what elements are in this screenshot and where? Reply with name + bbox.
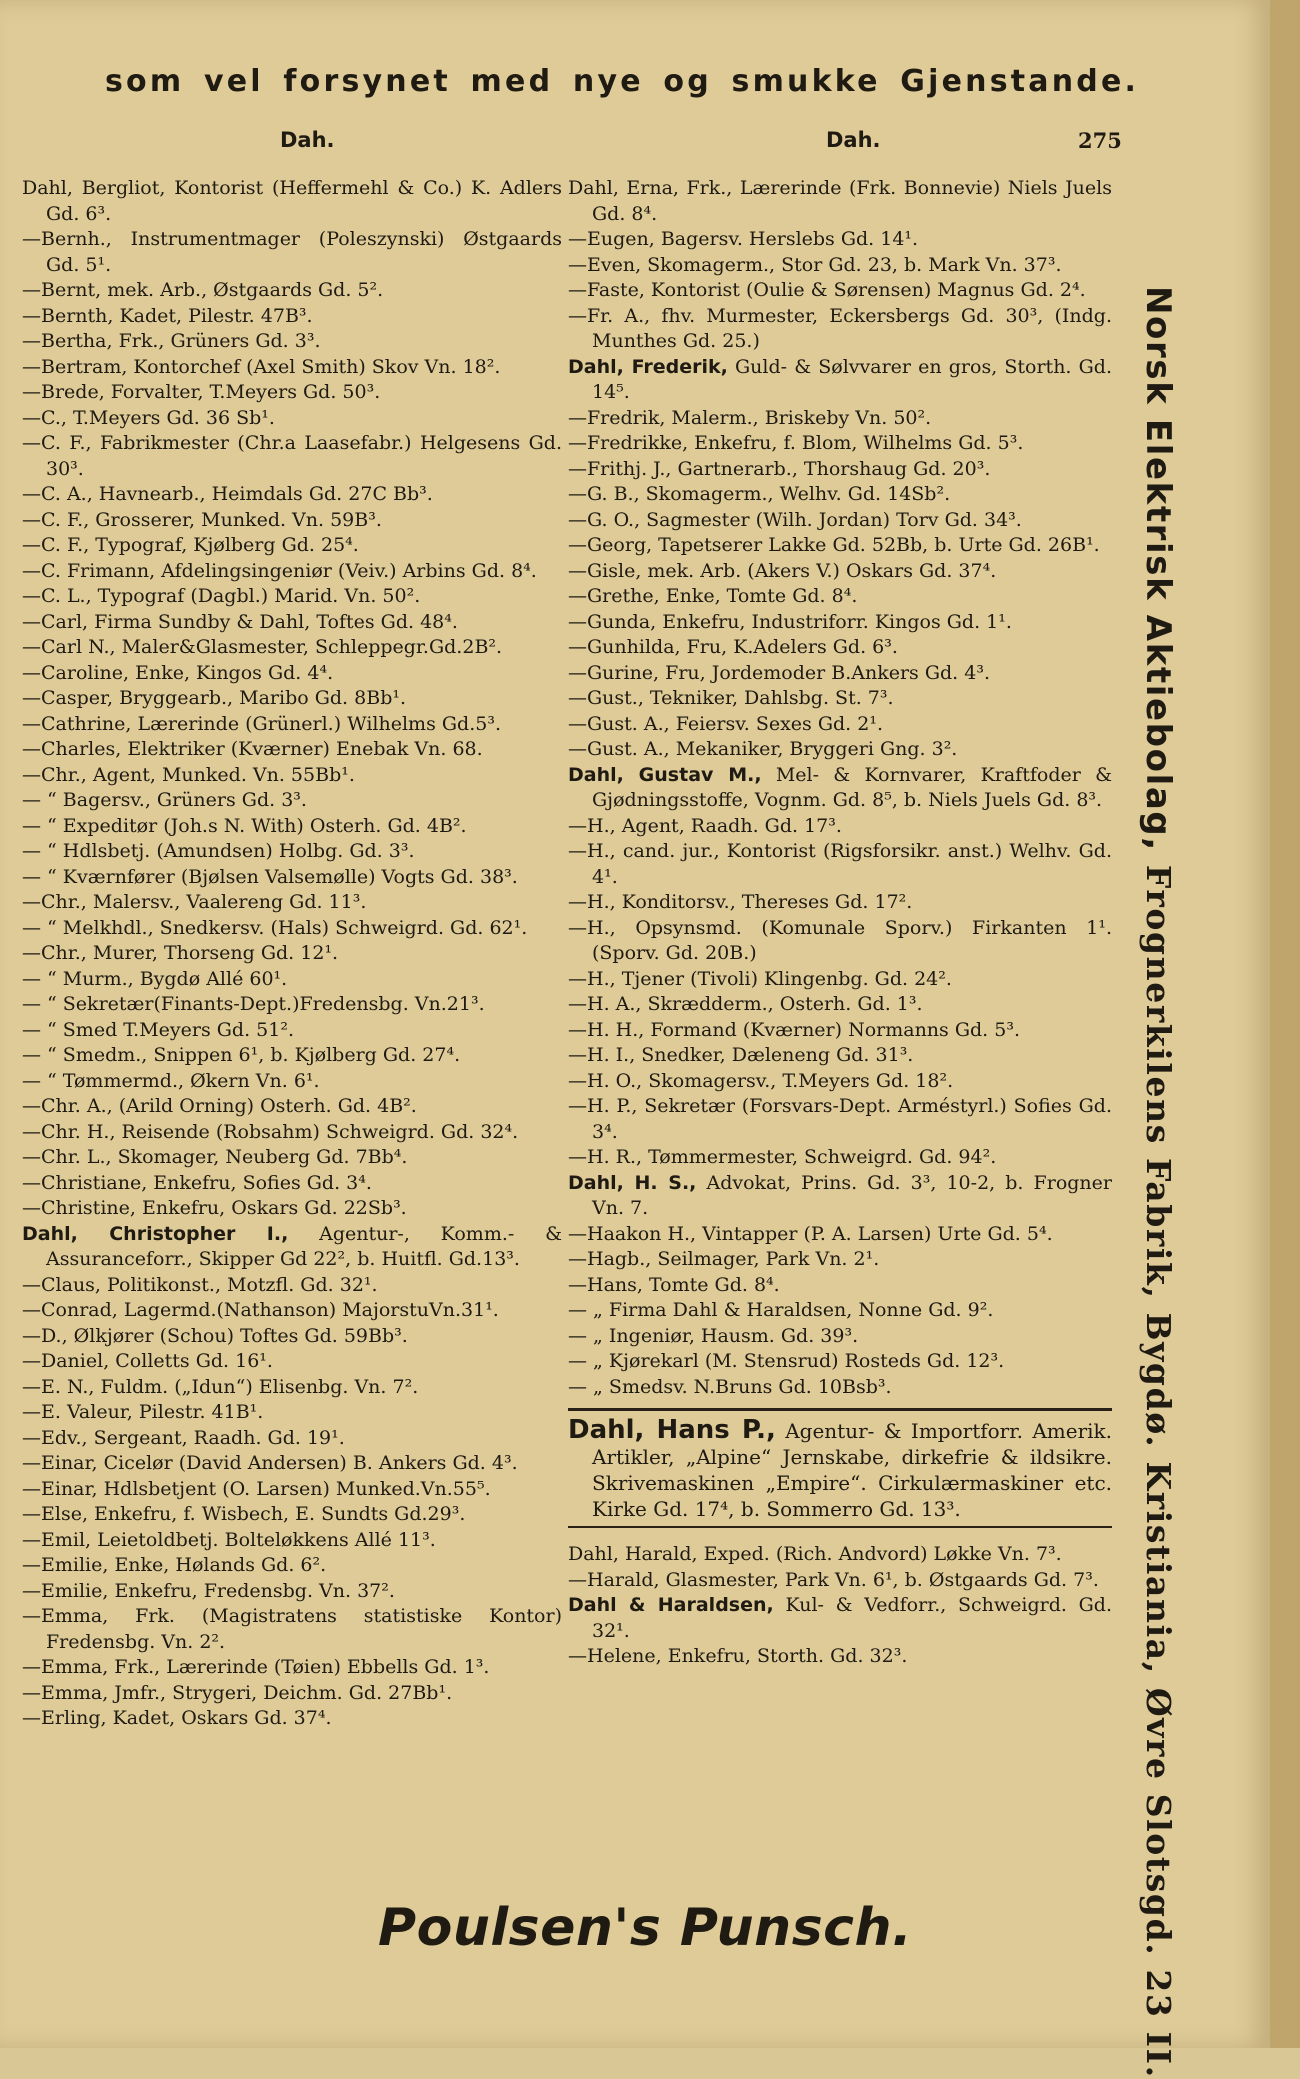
right-top-entries (568, 176, 1112, 355)
list-item: —Chr., Agent, Munked. Vn. 55Bb¹. (22, 763, 355, 786)
list-item: —Gurine, Fru, Jordemoder B.Ankers Gd. 4³. (568, 661, 990, 684)
list-item: —C. F., Fabrikmester (Chr.a Laasefabr.) Helgesens Gd. 30³. (22, 432, 562, 480)
list-item: —Cathrine, Lærerinde (Grünerl.) Wilhelms Gd.5³. (22, 712, 501, 735)
list-item: —Edv., Sergeant, Raadh. Gd. 19¹. (22, 1426, 345, 1449)
list-item: —H., Konditorsv., Thereses Gd. 17². (568, 891, 913, 913)
list-item: —C. A., Havnearb., Heimdals Gd. 27C Bb³. (22, 483, 433, 505)
list-item: —Emma, Frk., Lærerinde (Tøien) Ebbells Gd. 1³. (22, 1656, 490, 1678)
page-number: 275 (1078, 128, 1122, 153)
list-item: —Harald, Glasmester, Park Vn. 6¹, b. Østgaards Gd. 7³. (568, 1568, 1099, 1591)
page-edge (1270, 0, 1300, 2048)
list-item: —C., T.Meyers Gd. 36 Sb¹. (22, 406, 275, 429)
list-item: —Even, Skomagerm., Stor Gd. 23, b. Mark Vn. 37³. (568, 253, 1062, 276)
list-item: —Carl, Firma Sundby & Dahl, Toftes Gd. 48⁴. (22, 610, 458, 633)
list-item: —Emil, Leietoldbetj. Bolteløkkens Allé 11³. (22, 1528, 436, 1551)
list-item: —Christine, Enkefru, Oskars Gd. 22Sb³. (22, 1197, 407, 1219)
list-item: —Conrad, Lagermd.(Nathanson) MajorstuVn.31¹. (22, 1299, 499, 1321)
list-item: —Gust., Tekniker, Dahlsbg. St. 7³. (568, 687, 894, 709)
list-item: — „ Firma Dahl & Haraldsen, Nonne Gd. 9². (568, 1299, 994, 1321)
list-item: —Bernh., Instrumentmager (Poleszynski) Østgaards Gd. 5¹. (22, 228, 562, 276)
header-left: Dah. (280, 128, 335, 152)
list-item: —H., Tjener (Tivoli) Klingenbg. Gd. 24². (568, 967, 952, 990)
list-item: —Chr. H., Reisende (Robsahm) Schweigrd. Gd. 32⁴. (22, 1120, 519, 1143)
list-item: —Fr. A., fhv. Murmester, Eckersbergs Gd. 30³, (Indg. Munthes Gd. 25.) (568, 304, 1112, 352)
list-item: —C. Frimann, Afdelingsingeniør (Veiv.) Arbins Gd. 8⁴. (22, 559, 537, 582)
list-item: — “ Tømmermd., Økern Vn. 6¹. (22, 1069, 320, 1092)
list-item: Dahl, Bergliot, Kontorist (Heffermehl & Co.) K. Adlers Gd. 6³. (22, 177, 562, 225)
list-item: —Bernt, mek. Arb., Østgaards Gd. 5². (22, 279, 384, 301)
list-item: —Christiane, Enkefru, Sofies Gd. 3⁴. (22, 1171, 372, 1194)
list-item: — “ Bagersv., Grüners Gd. 3³. (22, 789, 307, 811)
right-last-entries (568, 1644, 1112, 1670)
list-item: — „ Smedsv. N.Bruns Gd. 10Bsb³. (568, 1375, 892, 1398)
list-item: —Brede, Forvalter, T.Meyers Gd. 50³. (22, 381, 381, 403)
list-item: —H. I., Snedker, Dæleneng Gd. 31³. (568, 1044, 914, 1066)
list-item: —Frithj. J., Gartnerarb., Thorshaug Gd. 20³. (568, 457, 991, 480)
list-item: —C. F., Grosserer, Munked. Vn. 59B³. (22, 508, 382, 531)
list-item: —Hagb., Seilmager, Park Vn. 2¹. (568, 1248, 880, 1270)
list-item: Dahl, Harald, Exped. (Rich. Andvord) Løkke Vn. 7³. (568, 1543, 1062, 1565)
list-item: — „ Kjørekarl (M. Stensrud) Rosteds Gd. 12³. (568, 1350, 1005, 1372)
list-item: —Caroline, Enke, Kingos Gd. 4⁴. (22, 661, 334, 684)
list-item: — “ Murm., Bygdø Allé 60¹. (22, 967, 288, 990)
list-item: —H., Opsynsmd. (Komunale Sporv.) Firkanten 1¹. (Sporv. Gd. 20B.) (568, 916, 1112, 964)
list-item: —Einar, Cicelør (David Andersen) B. Ankers Gd. 4³. (22, 1452, 518, 1474)
list-item: — “ Smedm., Snippen 6¹, b. Kjølberg Gd. 27⁴. (22, 1044, 461, 1066)
list-item: —Emilie, Enke, Hølands Gd. 6². (22, 1554, 327, 1576)
divider (568, 1408, 1112, 1411)
list-item: —Else, Enkefru, f. Wisbech, E. Sundts Gd.29³. (22, 1503, 466, 1525)
list-item: —Eugen, Bagersv. Herslebs Gd. 14¹. (568, 228, 919, 250)
list-item: —Hans, Tomte Gd. 8⁴. (568, 1273, 780, 1296)
list-item: —Claus, Politikonst., Motzfl. Gd. 32¹. (22, 1273, 378, 1296)
list-item: —H., cand. jur., Kontorist (Rigsforsikr. anst.) Welhv. Gd. 4¹. (568, 840, 1112, 888)
list-item: —H. H., Formand (Kværner) Normanns Gd. 5³. (568, 1018, 1021, 1041)
right-bottom-entries (568, 1542, 1112, 1593)
list-item: —H. P., Sekretær (Forsvars-Dept. Arméstyrl.) Sofies Gd. 3⁴. (568, 1095, 1112, 1143)
list-item: Dahl, Gustav M., Mel- & Kornvarer, Kraftfoder & Gjødningsstoffe, Vognm. Gd. 8⁵, b. Niels Juels Gd. 8³. (568, 763, 1112, 811)
list-item: —D., Ølkjører (Schou) Toftes Gd. 59Bb³. (22, 1324, 408, 1347)
list-item: —G. O., Sagmester (Wilh. Jordan) Torv Gd. 34³. (568, 508, 1022, 531)
list-item: — “ Hdlsbetj. (Amundsen) Holbg. Gd. 3³. (22, 840, 415, 862)
list-item: —Gisle, mek. Arb. (Akers V.) Oskars Gd. 37⁴. (568, 559, 997, 582)
list-item: —Daniel, Colletts Gd. 16¹. (22, 1350, 273, 1372)
list-item: —Gunda, Enkefru, Industriforr. Kingos Gd. 1¹. (568, 610, 1012, 633)
list-item: Dahl & Haraldsen, Kul- & Vedforr., Schweigrd. Gd. 32¹. (568, 1594, 1112, 1642)
list-item: —Bernth, Kadet, Pilestr. 47B³. (22, 304, 313, 327)
divider (568, 1526, 1112, 1528)
list-item: —Emma, Frk. (Magistratens statistiske Kontor) Fredensbg. Vn. 2². (22, 1605, 562, 1653)
footer-advert: Poulsen's Punsch. (378, 1898, 913, 1958)
list-item: Dahl, Christopher I., Agentur-, Komm.- & Assuranceforr., Skipper Gd 22², b. Huitfl. Gd.13³. (22, 1222, 563, 1270)
list-item: —G. B., Skomagerm., Welhv. Gd. 14Sb². (568, 483, 951, 505)
list-item: —H. R., Tømmermester, Schweigrd. Gd. 94². (568, 1146, 997, 1168)
list-item: —H. O., Skomagersv., T.Meyers Gd. 18². (568, 1069, 954, 1092)
list-item: — “ Smed T.Meyers Gd. 51². (22, 1018, 294, 1041)
top-banner: som vel forsynet med nye og smukke Gjenstande. (105, 64, 1140, 99)
list-item: —Fredrik, Malerm., Briskeby Vn. 50². (568, 406, 932, 429)
list-item: —Fredrikke, Enkefru, f. Blom, Wilhelms Gd. 5³. (568, 432, 1024, 454)
list-item: —Emilie, Enkefru, Fredensbg. Vn. 37². (22, 1579, 395, 1602)
list-item: —Einar, Hdlsbetjent (O. Larsen) Munked.Vn.55⁵. (22, 1477, 491, 1500)
left-column (22, 176, 562, 1732)
advertisement-block: Dahl, Hans P., Agentur- & Importforr. Amerik. Artikler, „Alpine“ Jernskabe, dirkefrie & ildsikre. Skrivemaskinen „Empire“. Cirkulærmaskiner etc. Kirke Gd. 17⁴, b. Sommerro Gd. 13³. (568, 1415, 1112, 1521)
list-item: —Chr., Murer, Thorseng Gd. 12¹. (22, 942, 339, 964)
list-item: Dahl, Frederik, Guld- & Sølvvarer en gros, Storth. Gd. 14⁵. (568, 355, 1112, 403)
right-mid3-entries (568, 1222, 1112, 1401)
right-mid2-entries (568, 814, 1112, 1171)
list-item: —Grethe, Enke, Tomte Gd. 8⁴. (568, 585, 858, 607)
list-item: — “ Sekretær(Finants-Dept.)Fredensbg. Vn.21³. (22, 993, 485, 1015)
list-item: —Gust. A., Mekaniker, Bryggeri Gng. 3². (568, 738, 958, 760)
list-item: —Georg, Tapetserer Lakke Gd. 52Bb, b. Urte Gd. 26B¹. (568, 534, 1100, 556)
list-item: — „ Ingeniør, Hausm. Gd. 39³. (568, 1324, 859, 1347)
header-center: Dah. (826, 128, 881, 152)
list-item: —C. F., Typograf, Kjølberg Gd. 25⁴. (22, 534, 359, 556)
list-item: —Charles, Elektriker (Kværner) Enebak Vn. 68. (22, 738, 483, 760)
list-item: — “ Expeditør (Joh.s N. With) Osterh. Gd. 4B². (22, 814, 467, 837)
list-item: —E. Valeur, Pilestr. 41B¹. (22, 1401, 264, 1423)
list-item: —Gust. A., Feiersv. Sexes Gd. 2¹. (568, 712, 883, 735)
list-item: —Casper, Bryggearb., Maribo Gd. 8Bb¹. (22, 687, 407, 709)
list-item: —Erling, Kadet, Oskars Gd. 37⁴. (22, 1707, 332, 1729)
right-mid-entries (568, 406, 1112, 763)
list-item: — “ Kværnfører (Bjølsen Valsemølle) Vogts Gd. 38³. (22, 865, 518, 888)
list-item: —H. A., Skrædderm., Osterh. Gd. 1³. (568, 993, 923, 1015)
list-item: —Bertha, Frk., Grüners Gd. 3³. (22, 330, 321, 352)
list-item: Dahl, H. S., Advokat, Prins. Gd. 3³, 10-2, b. Frogner Vn. 7. (568, 1171, 1112, 1219)
list-item: — “ Melkhdl., Snedkersv. (Hals) Schweigrd. Gd. 62¹. (22, 916, 528, 939)
list-item: —Chr. L., Skomager, Neuberg Gd. 7Bb⁴. (22, 1146, 408, 1168)
list-item: —E. N., Fuldm. („Idun“) Elisenbg. Vn. 7². (22, 1375, 419, 1398)
list-item: —Bertram, Kontorchef (Axel Smith) Skov Vn. 18². (22, 355, 501, 378)
list-item: —Faste, Kontorist (Oulie & Sørensen) Magnus Gd. 2⁴. (568, 279, 1086, 301)
list-item: —Gunhilda, Fru, K.Adelers Gd. 6³. (568, 636, 898, 658)
side-advert-bold: Norsk Elektrisk Aktiebolag, (1138, 286, 1178, 852)
list-item: —Helene, Enkefru, Storth. Gd. 32³. (568, 1645, 908, 1667)
list-item: Dahl, Erna, Frk., Lærerinde (Frk. Bonnevie) Niels Juels Gd. 8⁴. (568, 177, 1112, 225)
side-advert-rest: Frognerkilens Fabrik, Bygdø. Kristiania, Øvre Slotsgd. 23 II. (1139, 851, 1178, 2079)
list-item: —Chr. A., (Arild Orning) Osterh. Gd. 4B². (22, 1095, 417, 1117)
list-item: —Chr., Malersv., Vaalereng Gd. 11³. (22, 891, 367, 913)
right-column (568, 176, 1112, 1670)
list-item: —H., Agent, Raadh. Gd. 17³. (568, 814, 842, 837)
list-item: —Haakon H., Vintapper (P. A. Larsen) Urte Gd. 5⁴. (568, 1222, 1053, 1245)
side-advert (1130, 286, 1186, 2079)
list-item: —Carl N., Maler&Glasmester, Schleppegr.Gd.2B². (22, 636, 503, 658)
list-item: —Emma, Jmfr., Strygeri, Deichm. Gd. 27Bb¹. (22, 1681, 453, 1704)
list-item: —C. L., Typograf (Dagbl.) Marid. Vn. 50². (22, 585, 421, 607)
